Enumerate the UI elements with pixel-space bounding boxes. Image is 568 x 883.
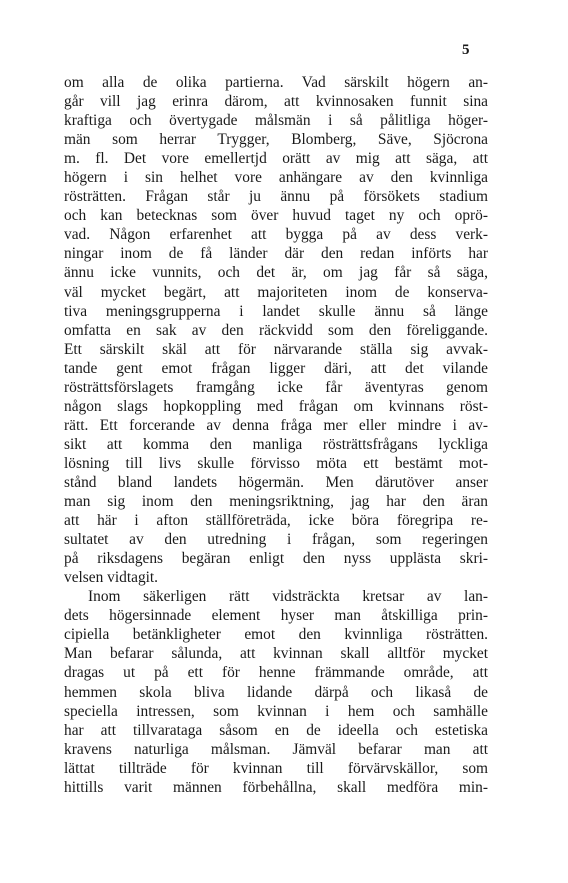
text-line: kraftiga och övertygade målsmän i så pålitliga höger- [64, 112, 488, 130]
text-line: Ett särskilt skäl att för närvarande ställa sig avvak- [64, 340, 488, 358]
paragraph-2 [64, 587, 488, 797]
text-line: vad. Någon erfarenhet att bygga på av dess verk- [64, 226, 488, 244]
text-line: lösning till livs skulle förvisso möta ett bestämt mot- [64, 454, 488, 472]
text-line: omfatta en sak av den räckvidd som den föreliggande. [64, 321, 488, 339]
text-line: dragas ut på ett för henne främmande område, att [64, 664, 488, 682]
text-line: att här i afton ställföreträda, icke böra föregripa re- [64, 512, 488, 530]
text-line: rösträtten. Frågan står ju ännu på försökets stadium [64, 188, 488, 206]
text-line: cipiella betänkligheter emot den kvinnliga rösträtten. [64, 626, 488, 644]
text-line: speciella intressen, som kvinnan i hem och samhälle [64, 702, 488, 720]
text-line: väl mycket begärt, att majoriteten inom de konserva- [64, 283, 488, 301]
text-line: ännu icke vunnits, och det är, om jag får så säga, [64, 264, 488, 282]
text-line: hemmen skola bliva lidande därpå och likaså de [64, 683, 488, 701]
text-line: någon slags hopkoppling med frågan om kvinnans röst- [64, 397, 488, 415]
page-number: 5 [462, 42, 470, 58]
text-line: hittills varit männen förbehållna, skall medföra min- [64, 778, 488, 796]
text-line: tiva meningsgrupperna i landet skulle ännu så länge [64, 302, 488, 320]
text-line: rösträttsförslagets framgång icke får äventyras genom [64, 378, 488, 396]
body-text [64, 73, 488, 797]
text-line: man sig inom den meningsriktning, jag har den äran [64, 493, 488, 511]
paragraph-1 [64, 73, 488, 587]
text-line: velsen vidtagit. [64, 569, 159, 587]
text-line: dets högersinnade element hyser man åtskilliga prin- [64, 607, 488, 625]
text-line: och kan betecknas som över huvud taget ny och oprö- [64, 207, 488, 225]
text-line: sultatet av den utredning i frågan, som regeringen [64, 531, 488, 549]
text-line: män som herrar Trygger, Blomberg, Säve, Sjöcrona [64, 131, 488, 149]
text-line: har att tillvarataga såsom en de ideella och estetiska [64, 721, 488, 739]
text-line: stånd bland landets högermän. Men därutöver anser [64, 473, 488, 491]
text-line: Inom säkerligen rätt vidsträckta kretsar av lan- [88, 588, 488, 606]
text-line: om alla de olika partierna. Vad särskilt högern an- [64, 74, 488, 91]
text-line: rätt. Ett forcerande av denna fråga mer eller mindre i av- [64, 416, 488, 434]
text-line: tande gent emot frågan ligger däri, att det vilande [64, 359, 488, 377]
text-line: Man befarar sålunda, att kvinnan skall alltför mycket [64, 645, 488, 663]
text-line: m. fl. Det vore emellertjd orätt av mig att säga, att [64, 150, 488, 168]
text-line: sikt att komma den manliga rösträttsfrågans lyckliga [64, 435, 488, 453]
text-line: går vill jag erinra därom, att kvinnosaken funnit sina [64, 93, 488, 111]
text-line: lättat tillträde för kvinnan till förvärvskällor, som [64, 759, 488, 777]
text-line: ningar inom de få länder där den redan införts har [64, 245, 488, 263]
text-line: kravens naturliga målsman. Jämväl befarar man att [64, 740, 488, 758]
text-line: på riksdagens begäran enligt den nyss upplästa skri- [64, 550, 488, 568]
text-line: högern i sin helhet vore anhängare av den kvinnliga [64, 169, 488, 187]
